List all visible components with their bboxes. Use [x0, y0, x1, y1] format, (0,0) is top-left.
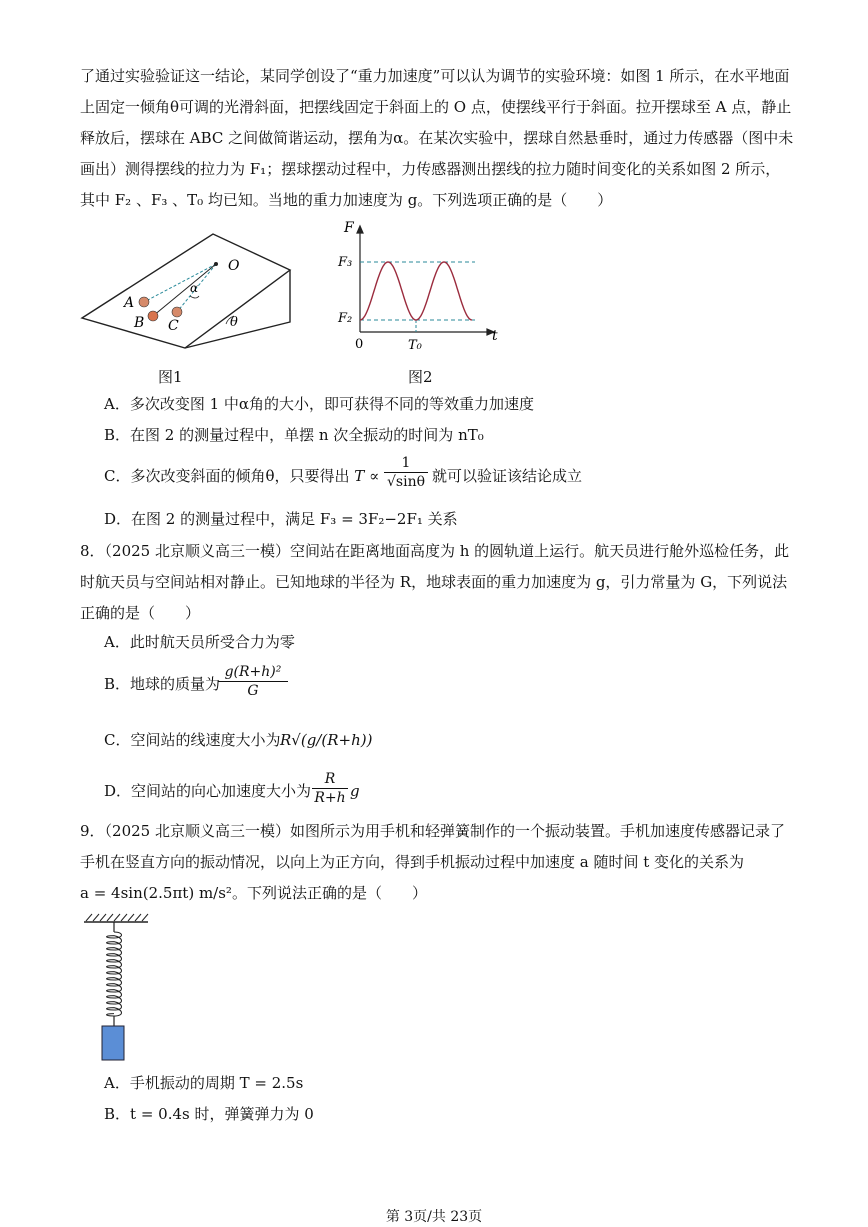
phone-block	[102, 1026, 124, 1060]
spring-phone-diagram	[78, 908, 158, 1068]
axis-F-label: F	[344, 220, 354, 236]
spring-coil	[107, 932, 122, 1016]
F2-label: F₂	[338, 311, 353, 326]
figure-2-caption: 图2	[408, 368, 433, 386]
q9-stem-line-3: a = 4sin(2.5πt) m/s²。下列说法正确的是（ ）	[80, 884, 427, 902]
T0-label: T₀	[408, 338, 422, 353]
q9-option-b: B．t = 0.4s 时，弹簧弹力为 0	[104, 1105, 314, 1123]
axis-t-label: t	[492, 328, 498, 344]
q9-stem-line-1: 9．（2025 北京顺义高三一模）如图所示为用手机和轻弹簧制作的一个振动装置。手机加速度传感器记录了	[80, 822, 785, 840]
q9-option-a: A．手机振动的周期 T = 2.5s	[104, 1074, 304, 1092]
q8-option-b-denominator: G	[218, 681, 288, 700]
intro-line-1: 了通过实验验证这一结论，某同学创设了“重力加速度”可以认为调节的实验环境：如图 1 所示，在水平地面	[80, 67, 790, 85]
origin-label: 0	[355, 337, 364, 352]
label-theta: θ	[230, 315, 238, 330]
q8-option-c-prefix: C．空间站的线速度大小为	[104, 731, 281, 749]
label-C: C	[168, 318, 179, 334]
label-alpha: α	[190, 281, 199, 295]
q7-option-c-prefix: T ∝	[354, 467, 380, 485]
label-O: O	[228, 258, 240, 274]
intro-line-4: 画出）测得摆线的拉力为 F₁；摆球摆动过程中，力传感器测出摆线的拉力随时间变化的关系如图 2 所示，	[80, 160, 781, 178]
intro-line-3: 释放后，摆球在 ABC 之间做简谐运动，摆角为α。在某次实验中，摆球自然悬垂时，通过力传感器（图中未	[80, 129, 794, 147]
q8-option-b-numerator: g(R+h)²	[224, 664, 282, 680]
q8-option-d-prefix: D．空间站的向心加速度大小为	[104, 782, 312, 800]
q8-option-c-expr: R√(g/(R+h))	[280, 731, 373, 749]
q7-option-a: A．多次改变图 1 中α角的大小，即可获得不同的等效重力加速度	[104, 395, 535, 413]
figure-2-force-time-graph	[330, 218, 510, 358]
q7-option-b: B．在图 2 的测量过程中，单摆 n 次全振动的时间为 nT₀	[104, 426, 484, 444]
q8-option-d-denominator: R+h	[312, 788, 348, 807]
intro-line-5: 其中 F₂ 、F₃ 、T₀ 均已知。当地的重力加速度为 g。下列选项正确的是（ ）	[80, 191, 613, 209]
figure-1-incline-diagram	[78, 226, 300, 356]
q7-option-c-numerator: 1	[401, 455, 411, 471]
q7-option-c-text: C．多次改变斜面的倾角θ，只要得出	[104, 467, 350, 485]
q7-option-c-fraction	[384, 455, 428, 491]
q8-stem-line-3: 正确的是（ ）	[80, 604, 201, 622]
q7-option-d: D．在图 2 的测量过程中，满足 F₃ = 3F₂−2F₁ 关系	[104, 510, 458, 528]
q8-stem-line-1: 8．（2025 北京顺义高三一模）空间站在距离地面高度为 h 的圆轨道上运行。航天员进行舱外巡检任务，此	[80, 542, 790, 560]
page-footer: 第 3页/共 23页	[385, 1209, 483, 1225]
q8-stem-line-2: 时航天员与空间站相对静止。已知地球的半径为 R，地球表面的重力加速度为 g，引力常量为 G，下列说法	[80, 573, 788, 591]
q7-option-c-denominator: √sinθ	[384, 472, 428, 491]
intro-line-2: 上固定一倾角θ可调的光滑斜面，把摆线固定于斜面上的 O 点，使摆线平行于斜面。拉开摆球至 A 点，静止	[80, 98, 792, 116]
tension-curve	[360, 262, 472, 320]
F3-label: F₃	[338, 255, 353, 270]
label-B: B	[134, 315, 145, 331]
figure-1-caption: 图1	[158, 368, 183, 386]
q8-option-d-numerator: R	[324, 771, 336, 787]
label-A: A	[124, 295, 135, 311]
q9-stem-line-2: 手机在竖直方向的振动情况，以向上为正方向，得到手机振动过程中加速度 a 随时间 t 变化的关系为	[80, 853, 745, 871]
q8-option-a: A．此时航天员所受合力为零	[104, 633, 295, 651]
q8-option-d-fraction	[312, 771, 348, 807]
q8-option-b-prefix: B．地球的质量为	[104, 675, 221, 693]
q8-option-b-fraction	[218, 664, 288, 700]
q8-option-d-suffix: g	[350, 782, 360, 800]
q7-option-c	[104, 466, 379, 486]
q7-option-c-suffix: 就可以验证该结论成立	[432, 467, 583, 485]
